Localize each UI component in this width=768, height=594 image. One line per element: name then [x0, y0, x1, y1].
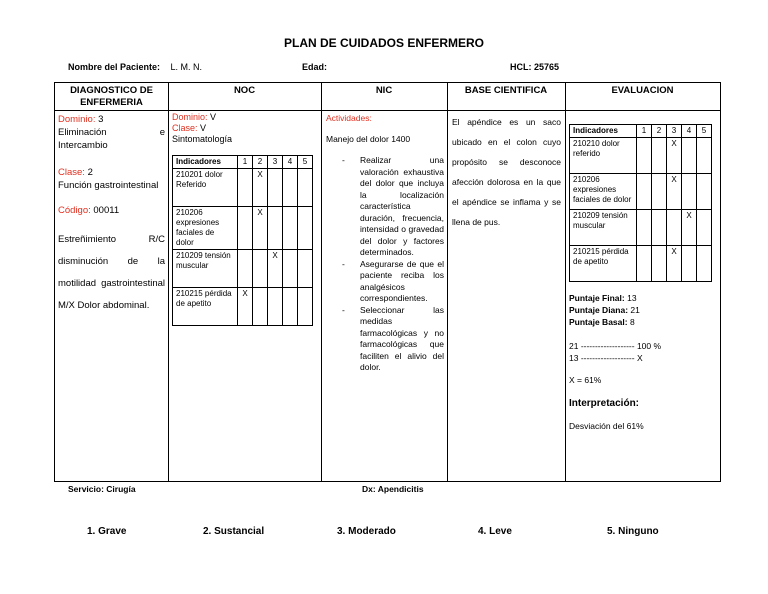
eval-mark-cell	[637, 138, 652, 174]
eval-mark-cell: X	[667, 246, 682, 282]
diagnostico-cell	[58, 113, 165, 317]
age-label: Edad:	[302, 62, 328, 72]
noc-mark-cell	[283, 207, 298, 250]
noc-header-scale-4: 4	[283, 156, 298, 169]
noc-mark-cell	[238, 250, 253, 288]
noc-mark-cell	[253, 250, 268, 288]
evaluacion-cell	[569, 124, 717, 433]
eval-header-scale-4: 4	[682, 125, 697, 138]
diag-clase-label: Clase:	[58, 167, 85, 178]
noc-dominio-label: Dominio:	[172, 112, 208, 122]
hcl-label: HCL:	[510, 62, 532, 72]
noc-indicator-cell: 210201 dolor Referido	[173, 169, 238, 207]
eval-mark-cell	[637, 246, 652, 282]
page-title: PLAN DE CUIDADOS ENFERMERO	[283, 36, 484, 50]
noc-indicator-cell: 210215 pérdida de apetito	[173, 288, 238, 326]
eval-mark-cell: X	[667, 138, 682, 174]
table-row	[173, 288, 313, 326]
noc-mark-cell	[268, 207, 283, 250]
noc-mark-cell	[298, 207, 313, 250]
noc-clase-value: V	[200, 123, 207, 133]
nic-cell	[326, 112, 444, 374]
eval-header-scale-2: 2	[652, 125, 667, 138]
noc-indicator-cell: 210209 tensión muscular	[173, 250, 238, 288]
patient-name-field	[68, 62, 202, 72]
noc-clase-text: Sintomatología	[172, 134, 233, 144]
eval-mark-cell	[682, 246, 697, 282]
rule-line-1: 21 ------------------- 100 %	[569, 341, 662, 351]
base-cientifica-text: El apéndice es un saco ubicado en el colon cuyo propósito se desconoce afección dolorosa en la que el apéndice se inflama y se llena de pus.	[452, 117, 561, 227]
result-value: X = 61%	[569, 375, 602, 385]
noc-header-scale-1: 1	[238, 156, 253, 169]
eval-mark-cell	[637, 174, 652, 210]
eval-mark-cell	[697, 138, 712, 174]
eval-indicator-cell: 210206 expresiones faciales de dolor	[570, 174, 637, 210]
eval-header-scale-1: 1	[637, 125, 652, 138]
col-header-diagnostico: DIAGNOSTICO DE ENFERMERIA	[70, 85, 153, 108]
nic-intervention: Manejo del dolor 1400	[326, 134, 411, 144]
noc-mark-cell: X	[253, 207, 268, 250]
dx-label: Dx: Apendicitis	[362, 484, 424, 494]
col-header-evaluacion: EVALUACION	[611, 85, 674, 96]
eval-mark-cell	[637, 210, 652, 246]
scale-item-4: 4. Leve	[478, 526, 512, 537]
list-item: - Asegurarse de que el paciente reciba los analgésicos correspondientes.	[326, 259, 444, 305]
eval-mark-cell	[652, 246, 667, 282]
noc-mark-cell	[298, 250, 313, 288]
noc-cell	[172, 112, 318, 326]
noc-mark-cell: X	[268, 250, 283, 288]
eval-mark-cell	[682, 138, 697, 174]
eval-indicator-cell: 210210 dolor referido	[570, 138, 637, 174]
table-row	[570, 138, 712, 174]
noc-header-row	[173, 156, 313, 169]
diag-dominio-value: 3	[98, 114, 104, 125]
noc-mark-cell: X	[238, 288, 253, 326]
nic-actividades-label: Actividades:	[326, 113, 372, 123]
noc-mark-cell	[238, 207, 253, 250]
puntaje-final: Puntaje Final: 13	[569, 293, 637, 303]
diag-statement: Estreñimiento R/C disminución de la motilidad gastrointestinal M/X Dolor abdominal.	[58, 234, 165, 311]
list-item: - Seleccionar las medidas farmacológicas y no farmacológicas que faciliten el alivio del dolor.	[326, 305, 444, 374]
diag-codigo-value: 00011	[93, 205, 120, 216]
eval-mark-cell: X	[667, 174, 682, 210]
noc-mark-cell	[268, 169, 283, 207]
puntaje-diana: Puntaje Diana: 21	[569, 305, 640, 315]
eval-mark-cell: X	[682, 210, 697, 246]
table-row	[570, 210, 712, 246]
noc-mark-cell	[268, 288, 283, 326]
noc-mark-cell	[283, 288, 298, 326]
noc-mark-cell	[253, 288, 268, 326]
eval-mark-cell	[652, 138, 667, 174]
eval-mark-cell	[697, 246, 712, 282]
noc-mark-cell	[283, 250, 298, 288]
eval-mark-cell	[667, 210, 682, 246]
noc-indicators-table	[172, 155, 313, 326]
table-row	[173, 250, 313, 288]
servicio-label: Servicio: Cirugía	[68, 484, 136, 494]
nic-activities-list	[326, 155, 444, 374]
eval-header-row	[570, 125, 712, 138]
eval-mark-cell	[682, 174, 697, 210]
list-item: - Realizar una valoración exhaustiva del dolor que incluya la localización característica duración, frecuencia, intensidad o gravedad del dolor y factores determinados.	[326, 155, 444, 259]
noc-mark-cell: X	[253, 169, 268, 207]
eval-mark-cell	[652, 210, 667, 246]
noc-header-indicadores: Indicadores	[173, 156, 238, 169]
interpretacion-label: Interpretación:	[569, 398, 640, 409]
noc-header-scale-5: 5	[298, 156, 313, 169]
eval-indicator-cell: 210209 tensión muscular	[570, 210, 637, 246]
noc-mark-cell	[283, 169, 298, 207]
table-row	[173, 207, 313, 250]
diag-codigo-label: Código:	[58, 205, 91, 216]
noc-mark-cell	[298, 169, 313, 207]
hcl-value: 25765	[534, 62, 560, 72]
eval-indicator-cell: 210215 pérdida de apetito	[570, 246, 637, 282]
care-plan-table	[54, 82, 721, 482]
hcl-field	[510, 62, 559, 72]
noc-mark-cell	[238, 169, 253, 207]
scale-item-5: 5. Ninguno	[607, 526, 659, 537]
col-header-noc: NOC	[233, 85, 256, 96]
eval-header-indicadores: Indicadores	[570, 125, 637, 138]
col-header-base: BASE CIENTIFICA	[464, 85, 548, 96]
noc-clase-label: Clase:	[172, 123, 198, 133]
table-row	[570, 246, 712, 282]
diag-dominio-label: Dominio:	[58, 114, 96, 125]
rule-line-2: 13 ------------------- X	[569, 353, 643, 363]
eval-mark-cell	[697, 210, 712, 246]
diag-dominio-text: Eliminación e Intercambio	[58, 127, 165, 151]
scale-item-1: 1. Grave	[87, 526, 127, 537]
noc-header-scale-3: 3	[268, 156, 283, 169]
puntaje-basal: Puntaje Basal: 8	[569, 317, 635, 327]
eval-header-scale-5: 5	[697, 125, 712, 138]
eval-mark-cell	[652, 174, 667, 210]
eval-header-scale-3: 3	[667, 125, 682, 138]
patient-name-label: Nombre del Paciente:	[68, 62, 161, 72]
table-row	[173, 169, 313, 207]
patient-name-value: L. M. N.	[170, 62, 203, 72]
noc-indicator-cell: 210206 expresiones faciales de dolor	[173, 207, 238, 250]
diag-clase-value: 2	[87, 167, 93, 178]
scale-item-3: 3. Moderado	[337, 526, 396, 537]
table-row	[570, 174, 712, 210]
noc-dominio-value: V	[210, 112, 217, 122]
diag-clase-text: Función gastrointestinal	[58, 180, 159, 191]
noc-mark-cell	[298, 288, 313, 326]
desviacion-text: Desviación del 61%	[569, 421, 644, 431]
eval-mark-cell	[697, 174, 712, 210]
scale-item-2: 2. Sustancial	[203, 526, 265, 537]
noc-header-scale-2: 2	[253, 156, 268, 169]
col-header-nic: NIC	[375, 85, 393, 96]
evaluacion-indicators-table	[569, 124, 712, 282]
